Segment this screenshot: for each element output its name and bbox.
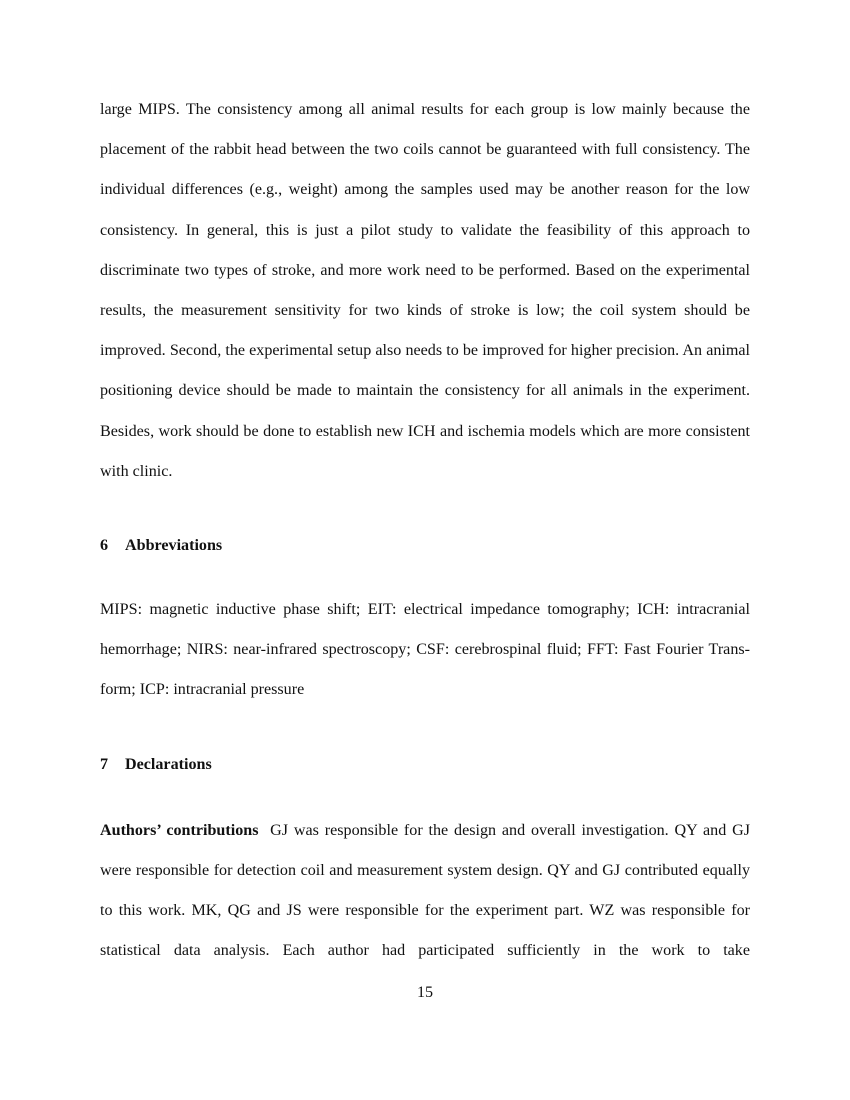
section-heading-declarations xyxy=(100,745,750,785)
section-heading-abbreviations xyxy=(100,526,750,566)
section-number: 6 xyxy=(100,537,109,555)
page-number: 15 xyxy=(416,984,434,1001)
abbreviations-paragraph: MIPS: magnetic inductive phase shift; EIT: electrical impedance tomography; ICH: intracranial hemorrhage; NIRS: near-infrared spectroscopy; CSF: cerebrospinal fluid; FFT: Fast Fourier Transform; ICP: intracranial pressure xyxy=(100,601,750,699)
section-title: Abbreviations xyxy=(125,537,223,555)
section-number: 7 xyxy=(100,755,109,773)
body-paragraph: large MIPS. The consistency among all animal results for each group is low mainly because the placement of the rabbit head between the two coils cannot be guaranteed with full consistency. The individual differences (e.g., weight) among the samples used may be another reason for the low consistency. In general, this is just a pilot study to validate the feasibility of this approach to discriminate two types of stroke, and more work need to be performed. Based on the experimental results, the measurement sensitivity for two kinds of stroke is low; the coil system should be improved. Second, the experimental setup also needs to be improved for higher precision. An animal positioning device should be made to maintain the consistency for all animals in the experiment. Besides, work should be done to establish new ICH and ischemia models which are more consistent with clinic. xyxy=(100,101,750,480)
paper-page xyxy=(100,90,750,971)
contributions-text: GJ was responsible for the design and overall investigation. QY and GJ were responsible for detection coil and measurement system design. QY and GJ contributed equally to this work. MK, QG and JS were responsible for the experiment part. WZ was responsible for statistical data analysis. Each author had participated sufficiently in the work to take xyxy=(100,821,751,960)
contributions-paragraph xyxy=(100,811,750,972)
section-title: Declarations xyxy=(125,755,212,773)
contributions-label: Authors’ contributions xyxy=(100,821,259,839)
